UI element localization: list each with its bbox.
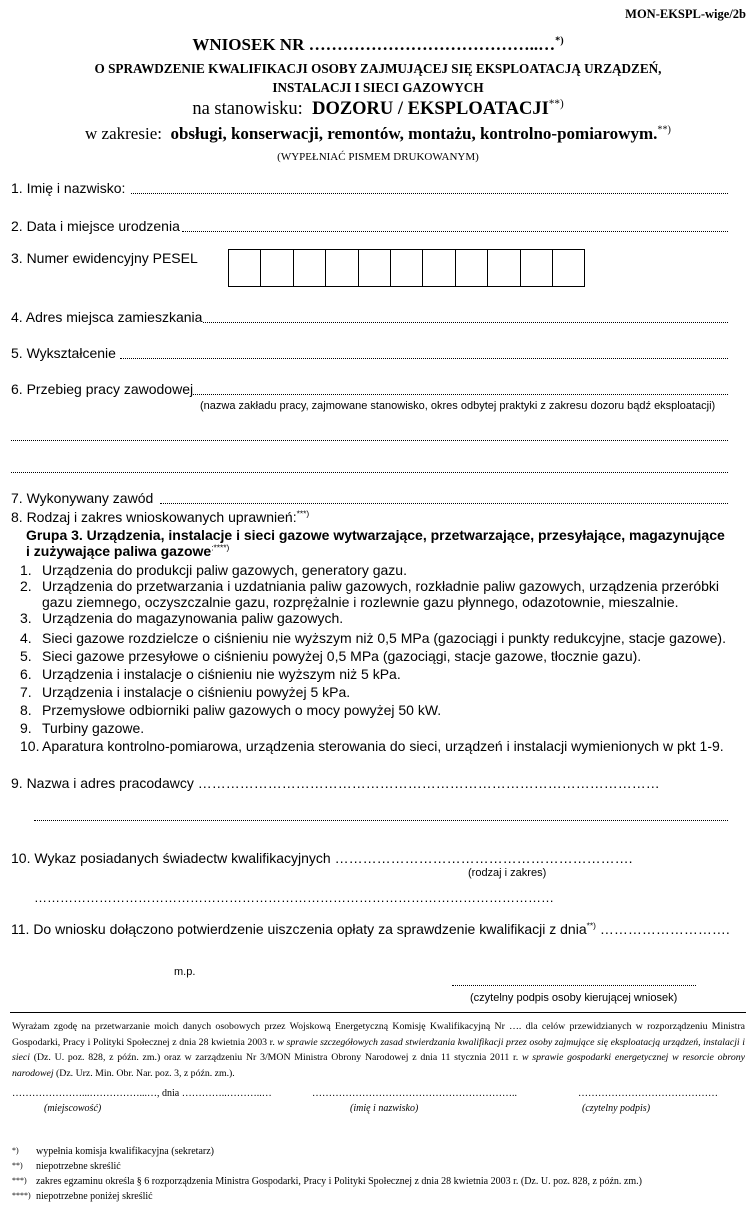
pesel-digit-box[interactable]	[456, 250, 488, 286]
place-date-field[interactable]: …………………...……………...…, dnia …………..………..…	[12, 1088, 272, 1099]
form-code: MON-EKSPL-wige/2b	[625, 7, 746, 21]
birth-field[interactable]	[182, 231, 728, 232]
scope-item	[20, 630, 726, 646]
pesel-digit-box[interactable]	[294, 250, 326, 286]
field-label-fee: 11. Do wniosku dołączono potwierdzenie uiszczenia opłaty za sprawdzenie kwalifikacji z dnia**) ……………………….	[11, 920, 730, 937]
scope-item	[20, 702, 441, 718]
scope-item-number: 9.	[20, 720, 32, 736]
footnote-mark: ***)	[12, 1176, 27, 1185]
consent-signature-field[interactable]: ……………………………………	[578, 1088, 718, 1099]
career-hint: (nazwa zakładu pracy, zajmowane stanowisko, okres odbytej praktyki z zakresu dozoru bądź eksploatacji)	[200, 400, 716, 412]
footnote	[12, 1191, 153, 1202]
footnote-mark: *)	[12, 1146, 19, 1155]
form-subtitle-line2: INSTALACJI I SIECI GAZOWYCH	[272, 80, 484, 95]
field-label-scope: 8. Rodzaj i zakres wnioskowanych uprawnień:***)	[11, 508, 310, 525]
pesel-digit-box[interactable]	[553, 250, 584, 286]
pesel-digit-box[interactable]	[521, 250, 553, 286]
footnote	[12, 1161, 121, 1172]
field-label-name: 1. Imię i nazwisko:	[11, 180, 126, 196]
footnote-text: wypełnia komisja kwalifikacyjna (sekretarz)	[36, 1146, 214, 1157]
field-label-address: 4. Adres miejsca zamieszkania	[11, 309, 203, 325]
footnote	[12, 1146, 214, 1157]
field-label-profession: 7. Wykonywany zawód	[11, 490, 154, 506]
career-field[interactable]	[193, 394, 728, 395]
scope-item-number: 2.	[20, 578, 32, 594]
field-label-career: 6. Przebieg pracy zawodowej	[11, 381, 194, 397]
pesel-digit-box[interactable]	[488, 250, 520, 286]
footnote-mark: **)	[12, 1161, 23, 1170]
scope-item-text: Turbiny gazowe.	[42, 720, 145, 736]
scope-item	[20, 648, 641, 664]
scope-item-number: 1.	[20, 562, 32, 578]
employer-field-line2[interactable]	[34, 820, 728, 821]
scope-item-number: 5.	[20, 648, 32, 664]
scope-item	[20, 684, 350, 700]
scope-item-text: Aparatura kontrolno-pomiarowa, urządzenia sterowania do sieci, urządzeń i instalacji wymienionych w pkt 1-9.	[42, 738, 724, 754]
profession-field[interactable]	[160, 503, 728, 504]
divider-top	[10, 1012, 746, 1013]
scope-item-number: 6.	[20, 666, 32, 682]
pesel-boxes[interactable]	[228, 249, 585, 287]
applicant-signature-field[interactable]	[452, 985, 696, 986]
signature-label: (czytelny podpis)	[582, 1103, 651, 1114]
group-title-line2: i zużywające paliwa gazowe:****)	[26, 542, 230, 559]
scope-item-text: Sieci gazowe rozdzielcze o ciśnieniu nie wyższym niż 0,5 MPa (gazociągi i punkty redukcyjne, stacje gazowe).	[42, 630, 726, 646]
career-field-line2[interactable]	[11, 440, 728, 441]
pesel-digit-box[interactable]	[423, 250, 455, 286]
field-label-birth: 2. Data i miejsce urodzenia	[11, 218, 180, 234]
scope-item-number: 8.	[20, 702, 32, 718]
pesel-digit-box[interactable]	[359, 250, 391, 286]
scope-item-text: Urządzenia do magazynowania paliw gazowych.	[42, 610, 344, 626]
field-label-certificates: 10. Wykaz posiadanych świadectw kwalifikacyjnych ……………………………………………………….	[11, 850, 633, 866]
scope-item-text: Urządzenia i instalacje o ciśnieniu nie wyższym niż 5 kPa.	[42, 666, 401, 682]
place-label: (miejscowość)	[44, 1103, 102, 1114]
footnote-text: niepotrzebne poniżej skreślić	[36, 1191, 153, 1202]
consent-text: Wyrażam zgodę na przetwarzanie moich danych osobowych przez Wojskową Energetyczną Komisję Kwalifikacyjną Nr …. dla celów przewidzianych w rozporządzeniu Ministra Gospodarki, Pracy i Polityki Społecznej z dnia 28 kwietnia 2003 r. w sprawie szczegółowych zasad stwierdzania kwalifikacji przez osoby zajmujące się eksploatacją urządzeń, instalacji i sieci (Dz. U. poz. 828, z późn. zm.) oraz w zarządzeniu Nr 3/MON Ministra Obrony Narodowej z dnia 11 stycznia 2011 r. w sprawie gospodarki energetycznej w resorcie obrony narodowej (Dz. Urz. Min. Obr. Nar. poz. 3, z późn. zm.).	[12, 1021, 745, 1079]
field-label-education: 5. Wykształcenie	[11, 345, 116, 361]
scope-item	[20, 610, 343, 626]
fill-instruction: (WYPEŁNIAĆ PISMEM DRUKOWANYM)	[277, 151, 479, 163]
stamp-label: m.p.	[174, 966, 196, 978]
address-field[interactable]	[203, 322, 728, 323]
scope-item-text: Urządzenia do produkcji paliw gazowych, generatory gazu.	[42, 562, 407, 578]
scope-item-text: Sieci gazowe przesyłowe o ciśnieniu powyżej 0,5 MPa (gazociągi, stacje gazowe, tłocznie gazu).	[42, 648, 642, 664]
pesel-digit-box[interactable]	[326, 250, 358, 286]
certificates-hint: (rodzaj i zakres)	[468, 867, 547, 879]
scope-item	[20, 738, 724, 754]
scope-item	[20, 562, 407, 578]
pesel-digit-box[interactable]	[391, 250, 423, 286]
scope-item	[20, 666, 401, 682]
position-line: na stanowisku: DOZORU / EKSPLOATACJI**)	[192, 97, 564, 119]
name-label: (imię i nazwisko)	[350, 1103, 419, 1114]
field-label-employer: 9. Nazwa i adres pracodawcy ………………………………………………………………………………………	[11, 775, 660, 791]
scope-item-number: 7.	[20, 684, 32, 700]
name-field[interactable]	[131, 193, 728, 194]
education-field[interactable]	[120, 358, 728, 359]
footnote-text: zakres egzaminu określa § 6 rozporządzenia Ministra Gospodarki, Pracy i Polityki Społecznej z dnia 28 kwietnia 2003 r. (Dz. U. poz. 828, z późn. zm.)	[36, 1176, 642, 1187]
footnote	[12, 1176, 642, 1187]
scope-item-number: 4.	[20, 630, 32, 646]
scope-item-text: Urządzenia i instalacje o ciśnieniu powyżej 5 kPa.	[42, 684, 351, 700]
scope-item-number: 10.	[20, 738, 40, 754]
scope-item-continuation: gazu ziemnego, oczyszczalnie gazu, rozprężalnie i rozlewnie gazu płynnego, odazotownie, mieszalnie.	[42, 594, 679, 610]
scope-item-text: Przemysłowe odbiorniki paliw gazowych o mocy powyżej 50 kW.	[42, 702, 442, 718]
career-field-line3[interactable]	[11, 472, 728, 473]
scope-item	[20, 578, 719, 594]
group-title-line1: Grupa 3. Urządzenia, instalacje i sieci gazowe wytwarzające, przetwarzające, przesyłające, magazynujące	[26, 527, 725, 543]
form-subtitle-line1: O SPRAWDZENIE KWALIFIKACJI OSOBY ZAJMUJĄCEJ SIĘ EKSPLOATACJĄ URZĄDZEŃ,	[94, 61, 662, 76]
scope-item-number: 3.	[20, 610, 32, 626]
footnote-mark: ****)	[12, 1191, 31, 1200]
field-label-pesel: 3. Numer ewidencyjny PESEL	[11, 250, 198, 266]
scope-item-text: Urządzenia do przetwarzania i uzdatniania paliw gazowych, rozkładnie paliw gazowych, urządzenia przeróbki	[42, 578, 720, 594]
footnote-text: niepotrzebne skreślić	[36, 1161, 121, 1172]
scope-line: w zakresie: obsługi, konserwacji, remontów, montażu, kontrolno-pomiarowym.**)	[85, 124, 671, 143]
scope-item	[20, 720, 144, 736]
pesel-digit-box[interactable]	[229, 250, 261, 286]
pesel-digit-box[interactable]	[261, 250, 293, 286]
form-title: WNIOSEK NR …………………………………..…*)	[192, 35, 564, 54]
consent-name-field[interactable]: ……………………………………………………..	[312, 1088, 517, 1099]
certificates-field-line2[interactable]: …………………………………………………………………………………………………………	[34, 890, 554, 905]
applicant-signature-hint: (czytelny podpis osoby kierującej wniosek)	[470, 992, 678, 1004]
